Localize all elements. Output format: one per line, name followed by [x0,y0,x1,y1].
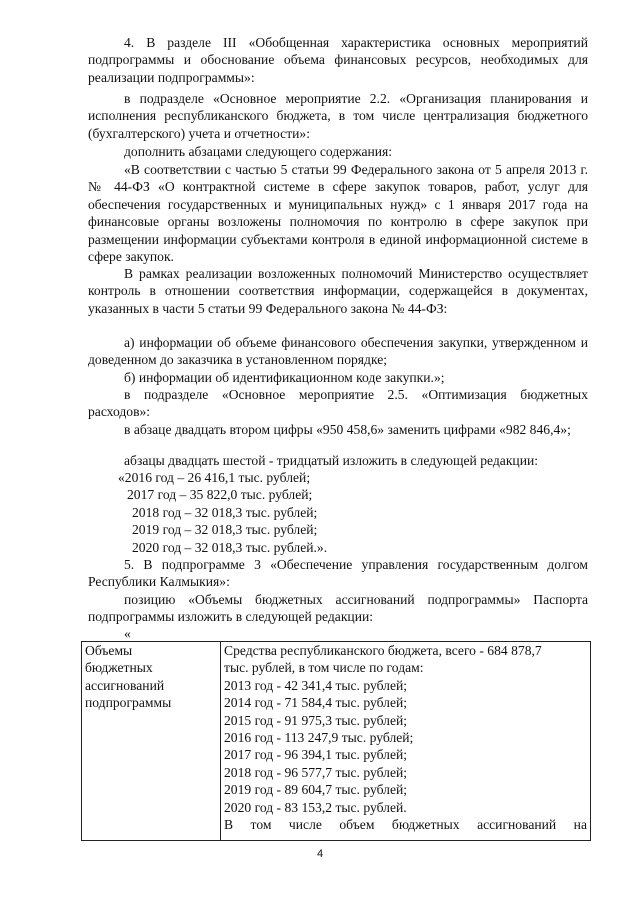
budget-table [81,641,591,841]
paragraph-section-3: 4. В разделе III «Обобщенная характеристика основных мероприятий подпрограммы и обоснование объема финансовых ресурсов, необходимых для реализации подпрограммы»: [88,35,588,85]
label-lines [85,642,217,712]
years-list-item: 2020 год – 32 018,3 тыс. рублей.». [132,539,328,555]
label-line: Объемы [85,643,133,658]
table-cell-values [221,642,591,841]
value-line: В том числе объем бюджетных ассигнований на [224,817,587,833]
value-line: 2018 год - 96 577,7 тыс. рублей; [224,764,408,780]
paragraph-add-abzacy: дополнить абзацами следующего содержания: [124,144,393,159]
label-line: подпрограммы [85,695,172,711]
value-line: тыс. рублей, в том числе по годам: [224,660,424,676]
years-list [118,469,327,556]
label-line: бюджетных [85,660,153,676]
paragraph-replace-figures: в абзаце двадцать втором цифры «950 458,6» заменить цифрами «982 846,4»; [124,422,571,437]
value-line: 2017 год - 96 394,1 тыс. рублей; [224,747,408,763]
value-line: 2014 год - 71 584,4 тыс. рублей; [224,695,408,711]
paragraph-abzacy-26-30: абзацы двадцать шестой - тридцатый изложить в следующей редакции: [124,453,539,468]
years-list-item: 2019 год – 32 018,3 тыс. рублей; [132,522,318,538]
paragraph-item-a: а) информации об объеме финансового обеспечения закупки, утвержденном и доведенном до заказчика в установленном порядке; [88,335,588,368]
paragraph-subprogram-3: 5. В подпрограмме 3 «Обеспечение управления государственным долгом Республики Калмыкия»: [88,557,588,590]
value-line: 2016 год - 113 247,9 тыс. рублей; [224,730,414,746]
value-line: 2020 год - 83 153,2 тыс. рублей. [224,799,407,815]
label-line: ассигнований [85,677,165,693]
value-line: 2013 год - 42 341,4 тыс. рублей; [224,677,408,693]
paragraph-subsection-2-2: в подразделе «Основное мероприятие 2.2. «Организация планирования и исполнения республиканского бюджета, в том числе централизация бюджетного (бухгалтерского) учета и отчетности»: [88,91,588,141]
years-list-item: «2016 год – 26 416,1 тыс. рублей; [118,470,311,485]
value-line: 2019 год - 89 604,7 тыс. рублей; [224,782,408,798]
years-list-item: 2017 год – 35 822,0 тыс. рублей; [127,487,313,503]
table-cell-label [82,642,221,841]
value-line: Средства республиканского бюджета, всего - 684 878,7 [224,643,542,658]
paragraph-passport-position: позицию «Объемы бюджетных ассигнований подпрограммы» Паспорта подпрограммы изложить в следующей редакции: [88,592,588,625]
paragraph-item-b: б) информации об идентификационном коде закупки.»; [124,370,445,385]
paragraph-federal-law: «В соответствии с частью 5 статьи 99 Федерального закона от 5 апреля 2013 г. № 44-ФЗ «О контрактной системе в сфере закупок товаров, работ, услуг для обеспечения государственных и муниципальных нужд» с 1 января 2017 года на финансовые органы возложены полномочия по контролю в сфере закупок при размещении информации субъектами контроля в единой информационной системе в сфере закупок. [88,162,588,265]
page-number: 4 [316,848,324,860]
opening-quote: « [124,626,131,641]
paragraph-ministry-control: В рамках реализации возложенных полномочий Министерство осуществляет контроль в отношении соответствия информации, содержащейся в документах, указанных в части 5 статьи 99 Федерального закона № 44-ФЗ: [88,266,588,316]
paragraph-subsection-2-5: в подразделе «Основное мероприятие 2.5. «Оптимизация бюджетных расходов»: [88,387,588,420]
years-list-item: 2018 год – 32 018,3 тыс. рублей; [132,504,318,520]
value-line: 2015 год - 91 975,3 тыс. рублей; [224,712,408,728]
table-row [82,642,591,841]
